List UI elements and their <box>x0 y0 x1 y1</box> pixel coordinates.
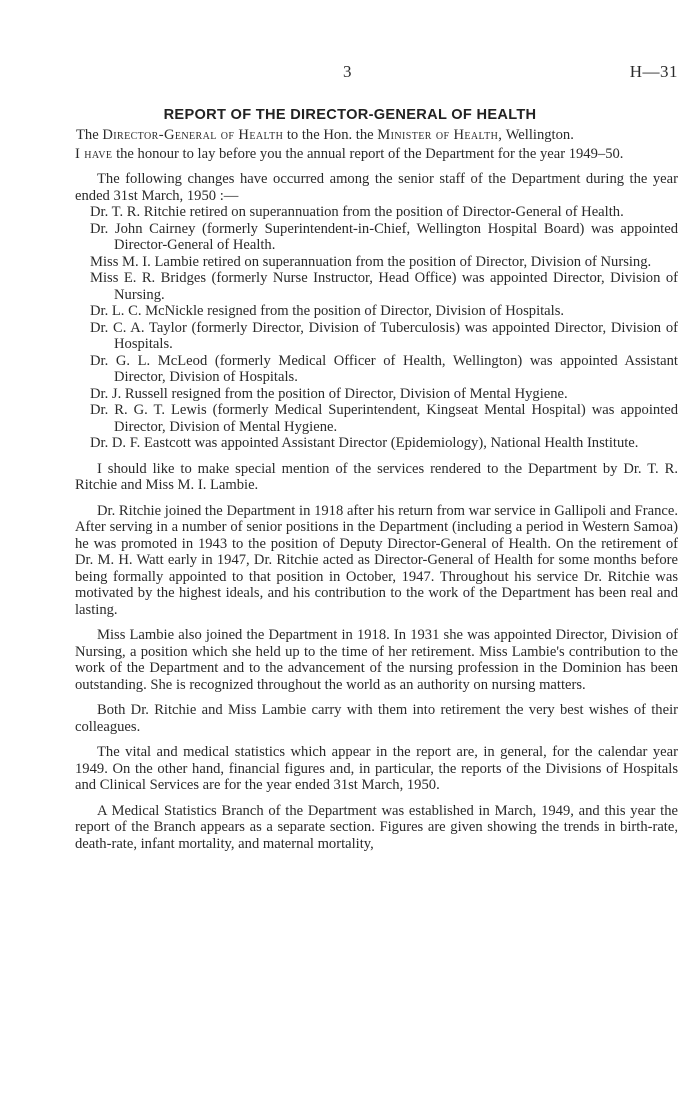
salutation <box>75 127 678 144</box>
opening-text: the honour to lay before you the annual report of the Department for the year 1949–50. <box>116 145 624 162</box>
report-title: REPORT OF THE DIRECTOR-GENERAL OF HEALTH <box>163 107 537 123</box>
list-item: Dr. J. Russell resigned from the position of Director, Division of Mental Hygiene. <box>90 385 568 402</box>
salutation-from: Director-General of Health <box>102 127 284 143</box>
list-item: Dr. C. A. Taylor (formerly Director, Division of Tuberculosis) was appointed Director, Division of Hospitals. <box>90 319 678 352</box>
page-number: 3 <box>343 62 352 81</box>
list-item: Miss M. I. Lambie retired on superannuation from the position of Director, Division of Nursing. <box>90 253 652 270</box>
paragraph-lambie: Miss Lambie also joined the Department in 1918. In 1931 she was appointed Director, Division of Nursing, a position which she held up to the time of her retirement. Miss Lambie's contribution to the work of the Department and to the advancement of the nursing profession in the Dominion has been outstanding. She is recognized throughout the world as an authority on nursing matters. <box>75 627 678 693</box>
list-item: Dr. John Cairney (formerly Superintendent-in-Chief, Wellington Hospital Board) was appointed Director-General of Health. <box>90 220 678 253</box>
list-item: Miss E. R. Bridges (formerly Nurse Instructor, Head Office) was appointed Director, Division of Nursing. <box>90 270 678 303</box>
list-item: Dr. D. F. Eastcott was appointed Assistant Director (Epidemiology), National Health Institute. <box>90 435 639 451</box>
list-item: Dr. L. C. McNickle resigned from the position of Director, Division of Hospitals. <box>90 303 565 319</box>
list-item: Dr. R. G. T. Lewis (formerly Medical Superintendent, Kingseat Mental Hospital) was appointed Director, Division of Mental Hygiene. <box>90 402 678 435</box>
paragraph-statistics: The vital and medical statistics which appear in the report are, in general, for the calendar year 1949. On the other hand, financial figures and, in particular, the reports of the Divisions of Hospitals and Clinical Services are for the year ended 31st March, 1950. <box>75 744 678 793</box>
salutation-to: Minister of Health, <box>377 127 503 143</box>
salutation-intro: The <box>76 127 99 143</box>
changes-intro: The following changes have occurred among the senior staff of the Department during the year ended 31st March, 1950 :— <box>75 171 678 204</box>
document-reference: H—31 <box>629 62 678 81</box>
paragraph-special-mention: I should like to make special mention of the services rendered to the Department by Dr. T. R. Ritchie and Miss M. I. Lambie. <box>75 460 678 493</box>
opening-lead: I have <box>75 145 113 162</box>
salutation-place: Wellington. <box>505 127 574 143</box>
list-item: Dr. G. L. McLeod (formerly Medical Officer of Health, Wellington) was appointed Assistant Director, Division of Hospitals. <box>90 352 678 385</box>
paragraph-ritchie: Dr. Ritchie joined the Department in 1918 after his return from war service in Gallipoli and France. After serving in a number of senior positions in the Department (including a period in Western Samoa) he was promoted in 1943 to the position of Deputy Director-General of Health. On the retirement of Dr. M. H. Watt early in 1947, Dr. Ritchie acted as Director-General of Health for some months before being formally appointed to that position in October, 1947. Throughout his service Dr. Ritchie was motivated by the highest ideals, and his contribution to the work of the Department has been real and lasting. <box>75 502 678 618</box>
opening-paragraph <box>75 146 678 163</box>
salutation-connector: to the Hon. the <box>286 127 374 143</box>
report-body <box>75 127 678 852</box>
list-item: Dr. T. R. Ritchie retired on superannuation from the position of Director-General of Health. <box>90 204 624 220</box>
paragraph-medical-statistics-branch: A Medical Statistics Branch of the Department was established in March, 1949, and this year the report of the Branch appears as a separate section. Figures are given showing the trends in birth-rate, death-rate, infant mortality, and maternal mortality, <box>75 802 678 852</box>
staff-changes-list <box>75 204 678 452</box>
paragraph-best-wishes: Both Dr. Ritchie and Miss Lambie carry with them into retirement the very best wishes of their colleagues. <box>75 702 678 735</box>
